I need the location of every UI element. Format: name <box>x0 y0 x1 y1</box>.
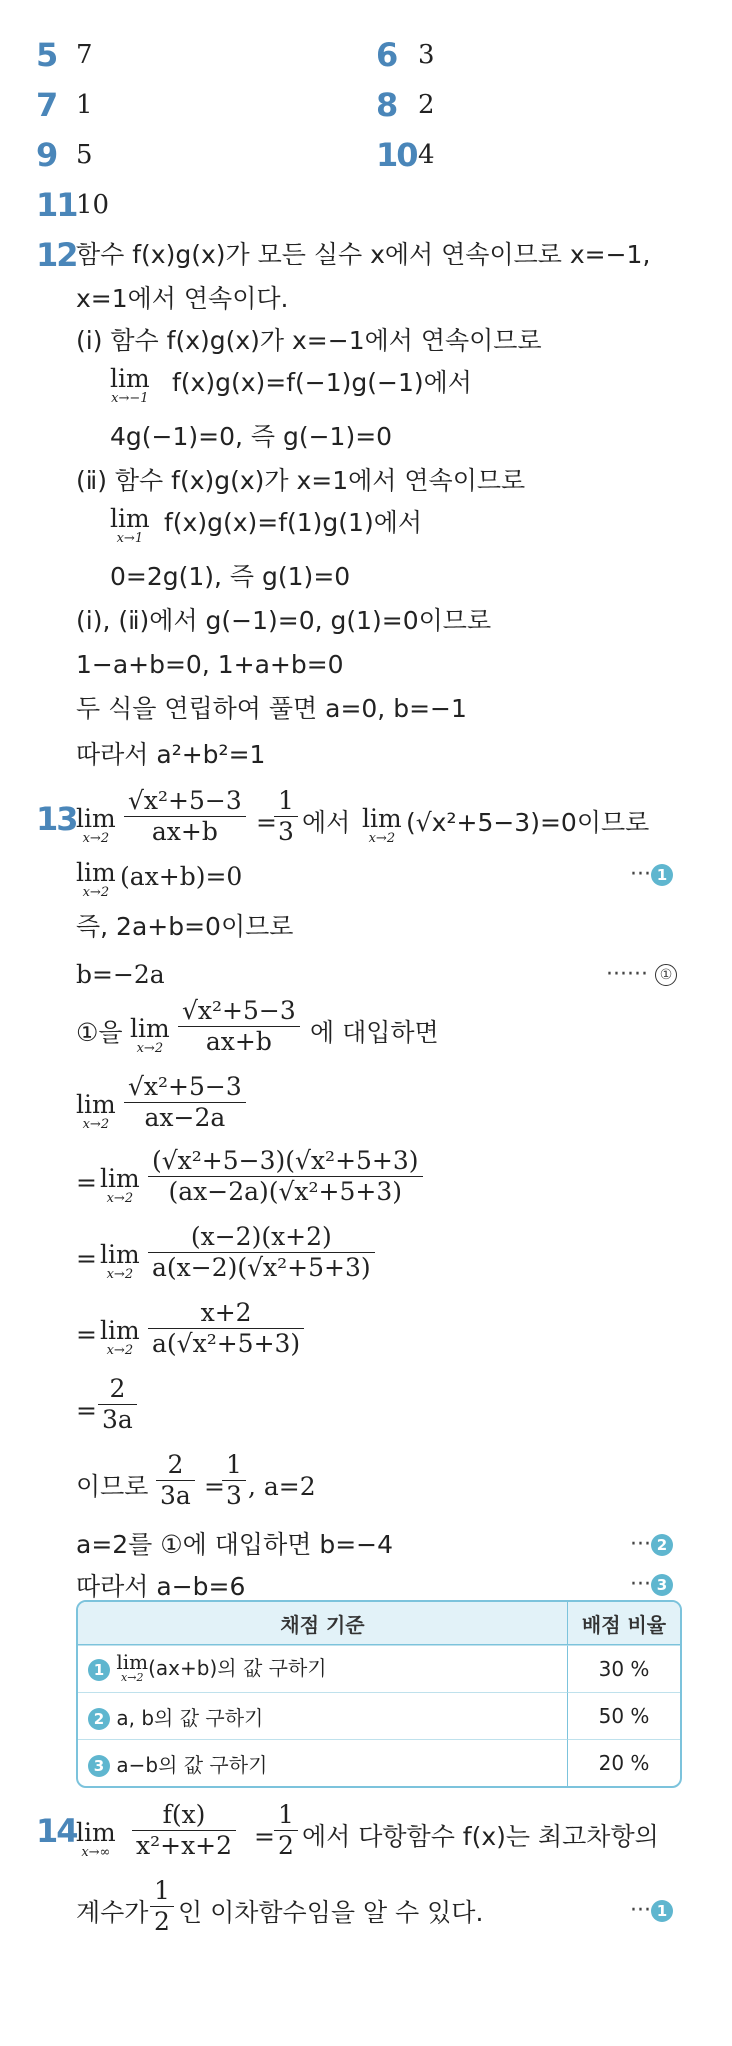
lim-subscript: x→2 <box>82 1117 110 1132</box>
problem-number: 10 <box>376 136 417 174</box>
fraction <box>124 786 246 847</box>
numerator: 1 <box>226 1450 242 1479</box>
lim-word: lim <box>76 858 116 887</box>
criteria-cell <box>78 1692 567 1739</box>
lim-subscript: x→2 <box>136 1041 164 1056</box>
problem-number: 9 <box>36 136 57 174</box>
column-header-criteria: 채점 기준 <box>78 1602 567 1645</box>
ratio-cell: 50 % <box>567 1692 680 1739</box>
lim-subscript: x→2 <box>82 885 110 900</box>
denominator: 3a <box>156 1480 195 1511</box>
step-1-icon: 1 <box>651 1900 673 1922</box>
step-3-icon: 3 <box>651 1574 673 1596</box>
table-row <box>78 1645 680 1692</box>
dots: ··· <box>630 1532 651 1557</box>
problem-number: 7 <box>36 86 57 124</box>
lim-word: lim <box>110 364 150 393</box>
solution-line: b=−2a <box>76 960 165 989</box>
criteria-text: (ax+b)의 값 구하기 <box>148 1656 327 1681</box>
answer-value: 4 <box>418 140 435 170</box>
criteria-cell <box>78 1739 567 1786</box>
lim-subscript: x→−1 <box>111 391 149 406</box>
problem-number: 6 <box>376 36 397 74</box>
score-marker <box>630 862 673 887</box>
answer-value: 2 <box>418 90 435 120</box>
solution-line: (ⅱ) 함수 f(x)g(x)가 x=1에서 연속이므로 <box>76 466 526 495</box>
solution-text: , a=2 <box>248 1472 316 1501</box>
solution-line: 따라서 a²+b²=1 <box>76 740 266 769</box>
denominator: ax−2a <box>124 1102 246 1133</box>
answer-value: 7 <box>76 40 93 70</box>
step-1-icon: 1 <box>651 864 673 886</box>
denominator: x²+x+2 <box>132 1830 236 1861</box>
equals-sign: = <box>76 1244 97 1273</box>
answer-value: 3 <box>418 40 435 70</box>
limit-operator <box>116 1649 149 1686</box>
fraction <box>222 1450 246 1511</box>
step-2-icon: 2 <box>651 1534 673 1556</box>
solution-line: a=2를 ①에 대입하면 b=−4 <box>76 1530 393 1559</box>
lim-word: lim <box>76 804 116 833</box>
solution-text: 이므로 <box>76 1472 149 1501</box>
fraction <box>274 786 298 847</box>
problem-number: 8 <box>376 86 397 124</box>
fraction <box>148 1146 423 1207</box>
fraction <box>132 1800 236 1861</box>
solution-line: 두 식을 연립하여 풀면 a=0, b=−1 <box>76 694 467 723</box>
denominator: a(√x²+5+3) <box>148 1328 304 1359</box>
solution-text: 에서 다항함수 f(x)는 최고차항의 <box>302 1822 659 1851</box>
solution-line: 따라서 a−b=6 <box>76 1572 246 1601</box>
fraction <box>148 1298 304 1359</box>
dots: ··· <box>630 1898 651 1923</box>
limit-operator <box>130 1016 170 1056</box>
numerator: 1 <box>154 1876 170 1905</box>
numerator: (√x²+5−3)(√x²+5+3) <box>152 1146 419 1175</box>
denominator: ax+b <box>124 816 246 847</box>
limit-operator <box>100 1242 140 1282</box>
numerator: √x²+5−3 <box>182 996 296 1025</box>
lim-word: lim <box>76 1818 116 1847</box>
problem-number: 11 <box>36 186 77 224</box>
denominator: ax+b <box>178 1026 300 1057</box>
solution-line: 1−a+b=0, 1+a+b=0 <box>76 650 344 679</box>
numerator: x+2 <box>200 1298 252 1327</box>
lim-subscript: x→2 <box>368 831 396 846</box>
solution-line: f(x)g(x)=f(−1)g(−1)에서 <box>172 368 472 397</box>
lim-subscript: x→1 <box>116 531 144 546</box>
limit-operator <box>76 1820 116 1860</box>
lim-subscript: x→2 <box>121 1670 144 1684</box>
solution-text: 에 대입하면 <box>310 1018 439 1047</box>
table-header-row <box>78 1602 680 1645</box>
criteria-text: a−b의 값 구하기 <box>116 1752 268 1777</box>
limit-operator <box>110 366 150 406</box>
numerator: 2 <box>167 1450 184 1479</box>
fraction <box>156 1450 195 1511</box>
solution-text: (√x²+5−3)=0이므로 <box>406 808 650 837</box>
equals-sign: = <box>256 808 277 837</box>
dots: ··· <box>630 1572 651 1597</box>
solution-line: 4g(−1)=0, 즉 g(−1)=0 <box>110 422 393 451</box>
column-header-ratio: 배점 비율 <box>567 1602 680 1645</box>
table-row <box>78 1739 680 1786</box>
lim-word: lim <box>100 1164 140 1193</box>
numerator: f(x) <box>162 1800 206 1829</box>
grading-rubric-table <box>76 1600 682 1788</box>
fraction <box>274 1800 298 1861</box>
lim-word: lim <box>110 504 150 533</box>
lim-subscript: x→2 <box>106 1191 134 1206</box>
denominator: 2 <box>150 1906 174 1937</box>
answer-value: 10 <box>76 190 110 220</box>
numerator: 2 <box>109 1374 126 1403</box>
solution-line: (ⅰ) 함수 f(x)g(x)가 x=−1에서 연속이므로 <box>76 326 542 355</box>
lim-word: lim <box>362 804 402 833</box>
criteria-cell <box>78 1645 567 1692</box>
denominator: 2 <box>274 1830 298 1861</box>
limit-operator <box>100 1318 140 1358</box>
step-1-icon: 1 <box>88 1659 110 1681</box>
table-row <box>78 1692 680 1739</box>
ratio-cell: 30 % <box>567 1645 680 1692</box>
lim-subscript: x→2 <box>82 831 110 846</box>
lim-word: lim <box>76 1090 116 1119</box>
problem-number: 5 <box>36 36 57 74</box>
dots: ······ <box>606 962 648 987</box>
limit-operator <box>100 1166 140 1206</box>
limit-operator <box>110 506 150 546</box>
lim-subscript: x→2 <box>106 1267 134 1282</box>
solution-line: (ⅰ), (ⅱ)에서 g(−1)=0, g(1)=0이므로 <box>76 606 492 635</box>
solution-line: x=1에서 연속이다. <box>76 284 289 313</box>
fraction <box>124 1072 246 1133</box>
equals-sign: = <box>76 1396 97 1425</box>
fraction <box>178 996 300 1057</box>
limit-operator <box>76 1092 116 1132</box>
lim-word: lim <box>100 1240 140 1269</box>
fraction <box>150 1876 174 1937</box>
criteria-text: a, b의 값 구하기 <box>116 1705 264 1730</box>
limit-operator <box>362 806 402 846</box>
solution-line: 즉, 2a+b=0이므로 <box>76 912 294 941</box>
fraction <box>148 1222 375 1283</box>
equals-sign: = <box>76 1320 97 1349</box>
denominator: (ax−2a)(√x²+5+3) <box>148 1176 423 1207</box>
numerator: (x−2)(x+2) <box>190 1222 332 1251</box>
numerator: √x²+5−3 <box>128 1072 242 1101</box>
limit-operator <box>76 806 116 846</box>
score-marker <box>630 1532 673 1557</box>
numerator: 1 <box>278 1800 294 1829</box>
equals-sign: = <box>76 1168 97 1197</box>
denominator: a(x−2)(√x²+5+3) <box>148 1252 375 1283</box>
solution-text: 계수가 <box>76 1898 149 1927</box>
lim-word: lim <box>130 1014 170 1043</box>
answer-value: 5 <box>76 140 93 170</box>
numerator: √x²+5−3 <box>128 786 242 815</box>
solution-line: f(x)g(x)=f(1)g(1)에서 <box>164 508 423 537</box>
lim-subscript: x→2 <box>106 1343 134 1358</box>
score-marker <box>630 1572 673 1597</box>
problem-number: 13 <box>36 800 77 838</box>
numerator: 1 <box>278 786 294 815</box>
solution-text: (ax+b)=0 <box>120 862 243 891</box>
lim-word: lim <box>116 1649 149 1674</box>
step-2-icon: 2 <box>88 1708 110 1730</box>
solution-text: ①을 <box>76 1018 123 1047</box>
circle-1-icon: ① <box>655 964 677 986</box>
score-marker <box>630 1898 673 1923</box>
equation-label <box>606 962 677 987</box>
denominator: 3 <box>274 816 298 847</box>
solution-text: 인 이차함수임을 알 수 있다. <box>178 1898 484 1927</box>
problem-number: 12 <box>36 236 77 274</box>
fraction <box>98 1374 137 1435</box>
step-3-icon: 3 <box>88 1755 110 1777</box>
equals-sign: = <box>254 1822 275 1851</box>
denominator: 3 <box>222 1480 246 1511</box>
solution-text: 에서 <box>302 808 351 837</box>
solution-line: 함수 f(x)g(x)가 모든 실수 x에서 연속이므로 x=−1, <box>76 240 651 269</box>
lim-subscript: x→∞ <box>81 1845 111 1860</box>
solution-line: 0=2g(1), 즉 g(1)=0 <box>110 562 351 591</box>
dots: ··· <box>630 862 651 887</box>
limit-operator <box>76 860 116 900</box>
answer-value: 1 <box>76 90 93 120</box>
equals-sign: = <box>204 1472 225 1501</box>
denominator: 3a <box>98 1404 137 1435</box>
ratio-cell: 20 % <box>567 1739 680 1786</box>
problem-number: 14 <box>36 1812 77 1850</box>
lim-word: lim <box>100 1316 140 1345</box>
